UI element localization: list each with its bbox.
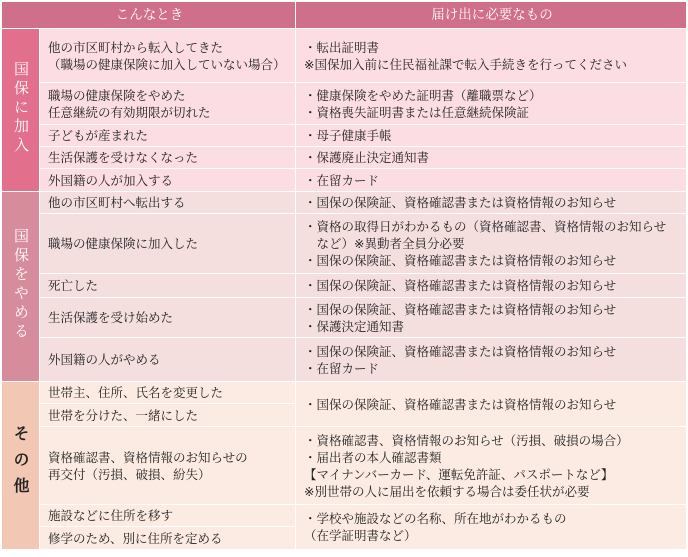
docs-cell: ・母子健康手帳 bbox=[296, 125, 687, 147]
table-row bbox=[2, 125, 687, 147]
table-row bbox=[2, 214, 687, 274]
table-row bbox=[2, 427, 687, 505]
table-row bbox=[2, 147, 687, 169]
docs-cell: ・資格の取得日がわかるもの（資格確認書、資格情報のお知らせ など）※異動者全員分必要 ・国保の保険証、資格確認書または資格情報のお知らせ bbox=[296, 214, 687, 274]
docs-cell: ・国保の保険証、資格確認書または資格情報のお知らせ bbox=[296, 382, 687, 427]
table-row bbox=[2, 192, 687, 214]
docs-cell: ・在留カード bbox=[296, 169, 687, 192]
case-cell: 職場の健康保険に加入した bbox=[40, 214, 296, 274]
category-other: その他 bbox=[2, 382, 40, 550]
case-cell: 修学のため、別に住所を定める bbox=[40, 527, 296, 550]
docs-cell: ・資格確認書、資格情報のお知らせ（汚損、破損の場合） ・届出者の本人確認書類 【マイナンバーカード、運転免許証、パスポートなど】 ※別世帯の人に届出を依頼する場合は委任状が必要 bbox=[296, 427, 687, 505]
case-cell: 外国籍の人がやめる bbox=[40, 338, 296, 382]
docs-cell: ・国保の保険証、資格確認書または資格情報のお知らせ ・在留カード bbox=[296, 338, 687, 382]
docs-cell: ・学校や施設などの名称、所在地がわかるもの （在学証明書など） bbox=[296, 505, 687, 550]
case-cell: 世帯主、住所、氏名を変更した bbox=[40, 382, 296, 404]
docs-cell: ・国保の保険証、資格確認書または資格情報のお知らせ ・保護決定通知書 bbox=[296, 298, 687, 338]
table-row bbox=[2, 382, 687, 404]
case-cell: 生活保護を受け始めた bbox=[40, 298, 296, 338]
header-docs: 届け出に必要なもの bbox=[296, 2, 687, 29]
case-cell: 生活保護を受けなくなった bbox=[40, 147, 296, 169]
docs-cell: ・国保の保険証、資格確認書または資格情報のお知らせ bbox=[296, 192, 687, 214]
table-row bbox=[2, 169, 687, 192]
case-cell: 死亡した bbox=[40, 274, 296, 298]
case-cell: 外国籍の人が加入する bbox=[40, 169, 296, 192]
header-row bbox=[2, 2, 687, 29]
header-case: こんなとき bbox=[2, 2, 296, 29]
category-leave: 国保をやめる bbox=[2, 192, 40, 382]
case-cell: 施設などに住所を移す bbox=[40, 505, 296, 527]
case-cell: 資格確認書、資格情報のお知らせの 再交付（汚損、破損、紛失） bbox=[40, 427, 296, 505]
table-row bbox=[2, 338, 687, 382]
case-cell: 他の市区町村へ転出する bbox=[40, 192, 296, 214]
case-cell: 他の市区町村から転入してきた （職場の健康保険に加入していない場合） bbox=[40, 29, 296, 83]
docs-cell: ・保護廃止決定通知書 bbox=[296, 147, 687, 169]
table-row bbox=[2, 83, 687, 125]
table-row bbox=[2, 274, 687, 298]
docs-cell: ・健康保険をやめた証明書（離職票など） ・資格喪失証明書または任意継続保険証 bbox=[296, 83, 687, 125]
category-join: 国保に加入 bbox=[2, 29, 40, 192]
docs-cell: ・国保の保険証、資格確認書または資格情報のお知らせ bbox=[296, 274, 687, 298]
table-row bbox=[2, 505, 687, 527]
case-cell: 世帯を分けた、一緒にした bbox=[40, 404, 296, 427]
case-cell: 子どもが産まれた bbox=[40, 125, 296, 147]
table-row bbox=[2, 298, 687, 338]
case-cell: 職場の健康保険をやめた 任意継続の有効期限が切れた bbox=[40, 83, 296, 125]
table-row bbox=[2, 29, 687, 83]
docs-cell: ・転出証明書 ※国保加入前に住民福祉課で転入手続きを行ってください bbox=[296, 29, 687, 83]
procedure-table bbox=[1, 1, 687, 550]
